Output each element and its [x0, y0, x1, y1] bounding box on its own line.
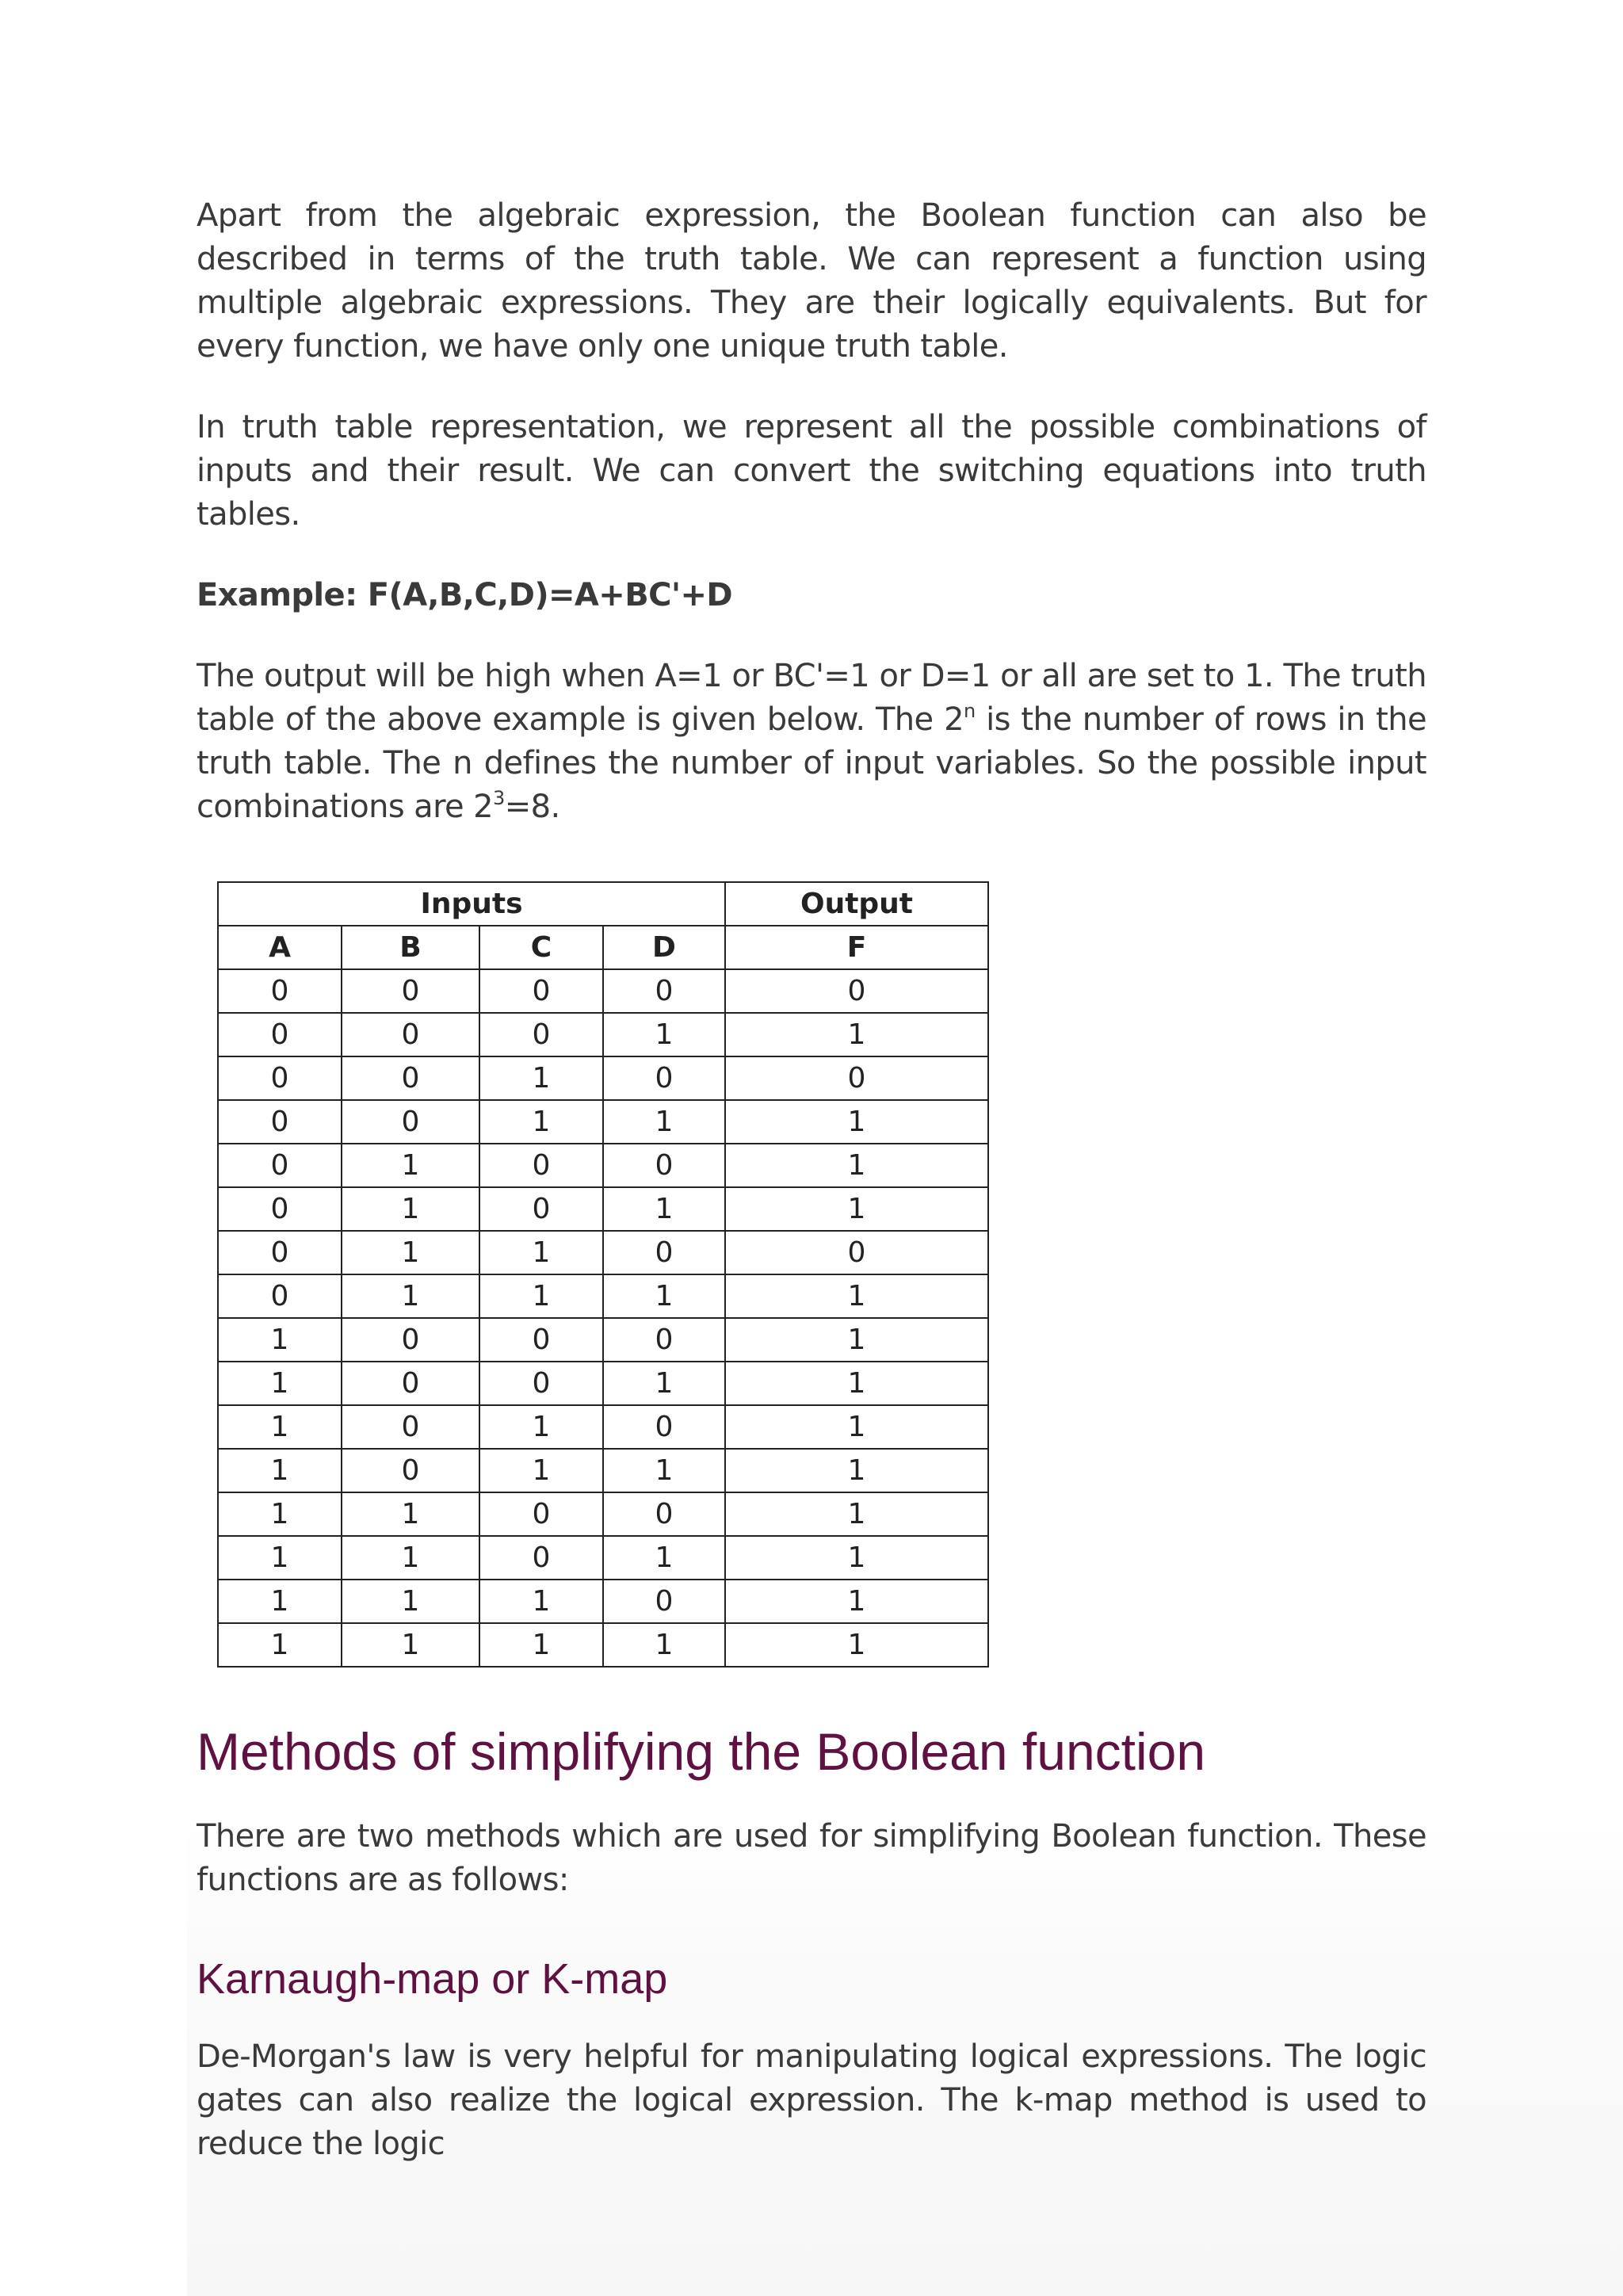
table-cell: 1	[342, 1492, 479, 1536]
table-cell: 1	[725, 1318, 988, 1362]
table-cell: 1	[479, 1231, 603, 1274]
table-cell: 0	[218, 1187, 342, 1231]
document-page	[197, 194, 1426, 2166]
table-cell: 1	[218, 1318, 342, 1362]
table-cell: 0	[342, 1100, 479, 1144]
truth-table	[217, 881, 989, 1668]
table-cell: 0	[603, 1580, 725, 1623]
table-cell: 1	[725, 1623, 988, 1667]
inputs-group-header: Inputs	[218, 882, 725, 926]
table-cell: 0	[725, 969, 988, 1013]
output-paragraph	[197, 655, 1426, 829]
table-cell: 0	[218, 1100, 342, 1144]
table-cell: 0	[479, 1318, 603, 1362]
truth-table-body	[218, 969, 988, 1667]
table-cell: 1	[342, 1536, 479, 1580]
table-cell: 0	[603, 1144, 725, 1187]
table-cell: 0	[479, 1536, 603, 1580]
intro-paragraph: Apart from the algebraic expression, the Boolean function can also be described in terms of the truth table. We can represent a function using multiple algebraic expressions. They are their logically equivalents. But for every function, we have only one unique truth table.	[197, 197, 1426, 365]
methods-heading: Methods of simplifying the Boolean function	[197, 1722, 1206, 1781]
table-cell: 1	[603, 1536, 725, 1580]
table-cell: 0	[725, 1056, 988, 1100]
output-group-header: Output	[725, 882, 988, 926]
column-header-c: C	[479, 926, 603, 969]
output-text-1: The output will be high when A=1 or BC'=1 or D=1 or all are set to 1. The truth table of the above example is given below. The 2	[197, 658, 1426, 738]
table-cell: 1	[603, 1362, 725, 1405]
table-cell: 1	[603, 1187, 725, 1231]
kmap-paragraph: De-Morgan's law is very helpful for manipulating logical expressions. The logic gates can also realize the logical expression. The k-map method is used to reduce the logic	[197, 2038, 1426, 2162]
table-row	[218, 1013, 988, 1056]
superscript-3: 3	[493, 787, 505, 809]
table-row	[218, 1187, 988, 1231]
table-cell: 1	[342, 1187, 479, 1231]
methods-paragraph: There are two methods which are used for simplifying Boolean function. These functions are as follows:	[197, 1818, 1426, 1898]
table-cell: 0	[479, 1144, 603, 1187]
column-header-b: B	[342, 926, 479, 969]
table-cell: 0	[218, 1013, 342, 1056]
table-cell: 0	[725, 1231, 988, 1274]
table-cell: 1	[725, 1187, 988, 1231]
table-cell: 1	[603, 1623, 725, 1667]
table-cell: 1	[218, 1623, 342, 1667]
table-row	[218, 1623, 988, 1667]
column-header-a: A	[218, 926, 342, 969]
table-row	[218, 1405, 988, 1449]
table-cell: 0	[479, 1362, 603, 1405]
output-text-3: =8.	[504, 789, 560, 825]
superscript-n: n	[963, 700, 976, 722]
table-cell: 1	[218, 1449, 342, 1492]
column-header-d: D	[603, 926, 725, 969]
table-cell: 0	[479, 1492, 603, 1536]
table-cell: 0	[479, 969, 603, 1013]
table-cell: 0	[218, 1144, 342, 1187]
table-cell: 1	[479, 1580, 603, 1623]
table-cell: 1	[342, 1274, 479, 1318]
table-row	[218, 1056, 988, 1100]
table-cell: 0	[342, 1405, 479, 1449]
table-cell: 0	[603, 1318, 725, 1362]
table-cell: 0	[218, 1274, 342, 1318]
table-cell: 0	[603, 1405, 725, 1449]
table-cell: 0	[603, 1492, 725, 1536]
output-text-2: is the number of rows in the truth table. The n defines the number of input variables. So the possible input combinations are 2	[197, 701, 1426, 825]
table-cell: 1	[603, 1449, 725, 1492]
table-cell: 0	[342, 1056, 479, 1100]
table-cell: 1	[479, 1449, 603, 1492]
table-cell: 0	[218, 969, 342, 1013]
table-cell: 1	[603, 1100, 725, 1144]
table-cell: 1	[218, 1362, 342, 1405]
kmap-heading: Karnaugh-map or K-map	[197, 1955, 668, 2003]
table-row	[218, 1144, 988, 1187]
table-row	[218, 1362, 988, 1405]
truth-table-paragraph: In truth table representation, we represent all the possible combinations of inputs and their result. We can convert the switching equations into truth tables.	[197, 409, 1426, 533]
table-column-header-row	[218, 926, 988, 969]
table-cell: 0	[603, 969, 725, 1013]
table-cell: 0	[342, 1362, 479, 1405]
table-cell: 1	[725, 1536, 988, 1580]
table-cell: 1	[725, 1013, 988, 1056]
table-cell: 1	[479, 1405, 603, 1449]
table-cell: 0	[342, 969, 479, 1013]
table-row	[218, 1100, 988, 1144]
table-row	[218, 1231, 988, 1274]
table-row	[218, 1580, 988, 1623]
table-cell: 1	[479, 1274, 603, 1318]
table-group-header-row	[218, 882, 988, 926]
table-cell: 0	[218, 1231, 342, 1274]
table-cell: 1	[218, 1492, 342, 1536]
table-cell: 0	[342, 1449, 479, 1492]
table-row	[218, 1274, 988, 1318]
table-cell: 1	[603, 1013, 725, 1056]
table-cell: 1	[218, 1580, 342, 1623]
table-cell: 1	[342, 1144, 479, 1187]
table-row	[218, 1449, 988, 1492]
table-cell: 1	[479, 1623, 603, 1667]
table-cell: 0	[479, 1187, 603, 1231]
table-row	[218, 1536, 988, 1580]
table-cell: 1	[725, 1274, 988, 1318]
table-cell: 0	[342, 1013, 479, 1056]
table-cell: 1	[725, 1492, 988, 1536]
table-cell: 1	[479, 1056, 603, 1100]
table-cell: 1	[218, 1405, 342, 1449]
table-cell: 0	[603, 1056, 725, 1100]
table-cell: 0	[218, 1056, 342, 1100]
table-cell: 1	[479, 1100, 603, 1144]
table-cell: 1	[218, 1536, 342, 1580]
table-cell: 1	[725, 1362, 988, 1405]
table-row	[218, 1318, 988, 1362]
table-cell: 1	[342, 1231, 479, 1274]
table-cell: 1	[342, 1580, 479, 1623]
table-cell: 0	[479, 1013, 603, 1056]
table-cell: 1	[342, 1623, 479, 1667]
table-cell: 1	[725, 1144, 988, 1187]
example-heading: Example: F(A,B,C,D)=A+BC'+D	[197, 577, 733, 613]
table-cell: 1	[725, 1100, 988, 1144]
column-header-f: F	[725, 926, 988, 969]
table-cell: 0	[342, 1318, 479, 1362]
table-row	[218, 1492, 988, 1536]
table-cell: 1	[725, 1405, 988, 1449]
table-cell: 0	[603, 1231, 725, 1274]
table-cell: 1	[725, 1449, 988, 1492]
table-cell: 1	[725, 1580, 988, 1623]
table-row	[218, 969, 988, 1013]
table-cell: 1	[603, 1274, 725, 1318]
